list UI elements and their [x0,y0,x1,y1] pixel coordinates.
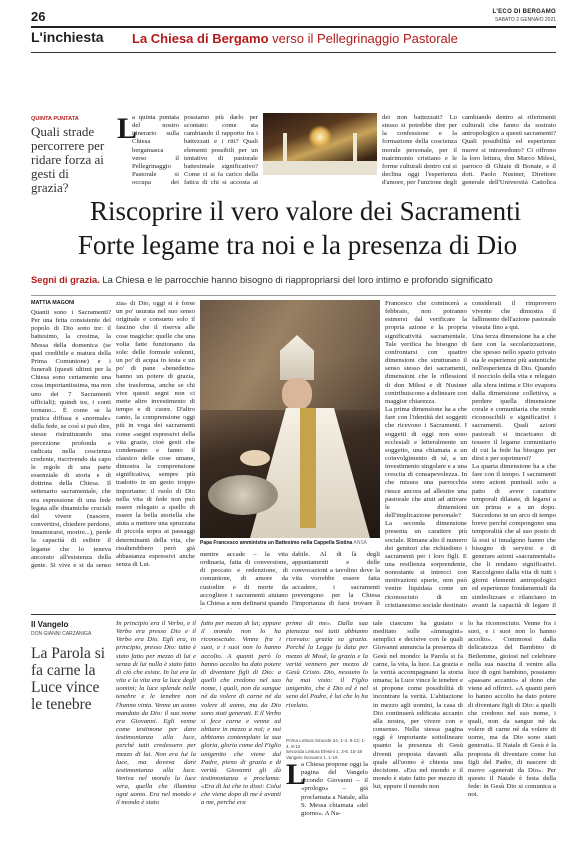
sidebar-question: Quali strade percorrere per ridare forza ai gesti di grazia? [31,124,105,195]
vangelo-col-2 [201,620,281,844]
subhead-text: La Chiesa e le parrocchie hanno bisogno di riappropriarsi del loro intimo e profondo significato [102,274,493,285]
vangelo-col-3 [286,620,368,735]
vangelo-text-5: lo ha riconosciuto. Venne fra i suoi, e i suoi non lo hanno accolto». Commossi dalla delicatezza del Bambino di Betlemme, gioiosi nel celebrare nella sua nascita il venire alla luce di ogni bambino, possiamo «passare accanto» al dono che viene ad offrirci. «A quanti però lo hanno accolto ha dato potere di diventare figli di Dio: a quelli che credono nel suo nome, i quali, non da sangue né da volere di carne né da volere di uomo, ma da Dio sono stati generati». Il Natale di Gesù è la proposta di diventare come lui figli del Padre, di nascere di nuovo «generati da Dio». Per questo il Natale è festa della fede: in Gesù Dio si comunica a noi. [468,620,556,799]
section-label [31,29,131,49]
caption-credit: ANSA [353,540,368,546]
intro-col-1 [117,114,179,186]
monstrance-glow [308,125,332,149]
section-kicker [132,31,458,46]
intro-col-2 [184,114,258,186]
article-text-6: considerati il rimprovero vivente che dimostra il fallimento dell'azione pastorale vissuta fino a qui. Una terza dimensione ha a che fare con la secolarizzazione, che spesso nello spazio privato sia le esperienze più autentiche nell'esperienza di Dio. Quando il nocciolo della vita e relegato alla sfera intima e Dio evapora dalla dimensione collettiva, a perdere quella dimensione corale e comunitaria che rende riconoscibili e significativi i sacramenti. Quali azioni pastorali si incaricano di tessere il legame comunitario di cui la fede ha bisogno per dirsi e per esprimersi? La quarta dimensione ha a che fare con il tempo. I sacramenti sono azioni puntuali solo a patto di avere carattere temporali dilatate, di legarsi a un prima e a un dopo. Succedono in un arco di tempo breve perché compongono una temporalità che al suo posto di là essi si innalgono hanno che bisogno di servirsi e di generare azioni «sacramentali» che li rendano significativi. Raccolgono dalla vita di tutti i giorni elementi antropologici ed esperienze fondamentali da simbolizzare e rilanciano in avanti la capacità di legare il [472,300,556,609]
article-text-1: Quanti sono i Sacramenti? Per una fetta consistente del popolo di Dio sono tre: il battesimo, la cresima, la Messa della domenica (se quel credibile e matura della Prima Comunione) e i funerali (questi ultimi per la Chiesa sono certamente una cosa importantissima, ma non uno dei 7 Sacramenti ufficiali); quindi tre, i conti tornano... È come se la pratica diffusa e «normale» della fede, se così si può dire, stesse ristrutturando una percezione profonda e radicata nella coscienza credente, riscrivendo da capo le regole di una parte essenziale di storia e di dottrina della Chiesa. Il settenario sacramentale, che era espressione di una fede legata alle dinamiche cruciali del vivere (nascere, convertirsi, chiedere perdono, innamorarsi, morire...), perde la capacità di esibire il legame che lo teneva ancorato all'esistenza della gente. Si vive e si da senso [31,309,111,569]
vangelo-col-4 [373,620,463,844]
vangelo-col-3b [286,758,368,841]
candle-right [353,133,357,163]
vangelo-label: Il Vangelo [31,620,69,629]
vangelo-rule [31,614,556,615]
article-col-5 [385,300,467,609]
intro-text-2: possiamo più darlo per scontato: come sta cambiando il rapporto fra i battezzati e i riti? Quali elementi possibili per un tentativo di pastorale battesimale significativo? Come ci si fa carico della fatica di chi si accosta ai [184,114,258,186]
face [282,378,312,410]
header-bottom-rule [31,52,556,53]
photo-caption [200,540,380,546]
caption-text: Papa Francesco amministra un Battesimo nella Cappella Sistina [200,540,353,546]
intro-text-4: cambiando dentro ai riferimenti culturali che fanno da sostrato antropologico a questi sacramenti? Quali possibilità ed esperienze nuove si intravedono? Ci offrono la loro lettura, don Marco Milesi, parroco di Ghiaie di Bonate, e il dott. Paolo Nusiner, Direttore generale dell'Università Cattolica [462,114,556,186]
vangelo-text-2: fatto per mezzo di lui; eppure il mondo non lo ha riconosciuto. Venne fra i suoi, e i suoi non lo hanno accolto. A quanti però lo hanno accolto ha dato potere di diventare figli di Dio: a quelli che credono nel suo nome, i quali, non da sangue né da volere di carne né da volere di uomo, ma da Dio sono stati generati. E il Verbo si fece carne e venne ad abitare in mezzo a noi; e noi abbiamo contemplato la sua gloria, gloria come del Figlio unigenito che viene dal Padre, pieno di grazia e di verità. Giovanni gli dà testimonianza e proclama: «Era di lui che io dissi: Colui che viene dopo di me è avanti a me, perché era [201,620,281,807]
vangelo-dropcap: L [286,758,307,791]
candle-left [283,133,287,163]
shell-hand [240,450,270,466]
sidebar-label: QUINTA PUNTATA [31,116,79,122]
article-col-1 [31,309,111,569]
vangelo-col-5 [468,620,556,844]
headline-line-2: Forte legame tra noi e la presenza di Dio [77,230,518,260]
altar-cloth [263,161,377,175]
article-text-5: Francesco che comincerà a febbraio, non potranno esimersi dal verificare la propria azione e la propria significatività sacramentale. Tale verifica ha bisogno di confrontarsi con quattro dimensioni che strutturano il senso stesso dei sacramenti, dimensioni che le riflessioni di don Milesi e di Nusiner contribuiscono a delineare con maggior chiarezza. La prima dimensione ha a che fare con l'identità dei soggetti che ricevono i Sacramenti. I soggetti di oggi non sono ecclesiali e letteralmente un soggetto, una chiamata a un coinvolgimento di sé, a un investimento singolare e a una crescita di consapevolezza. In che misura una parrocchia riesce ancora ad allestire una pastorale che aiuti ad attivare le dimensioni dell'implicazione personale? La seconda dimensione presenta un carattere più sociale. Rimane alto il numero dei genitori che richiedono i sacramenti per i loro figli. E una resilienza sorprendente, nonostante si intrecci con motivazioni spurie, non può venire liquidata come un riconosciuto di un cristianesimo sociale destinato [385,300,467,609]
intro-dropcap: L [117,112,138,145]
kicker-bold: La Chiesa di Bergamo [132,31,269,46]
subhead-rule [31,295,556,296]
header-top-rule [31,26,556,28]
vangelo-col-1 [116,620,196,844]
subhead-lead: Segni di grazia. [31,274,100,285]
page-number: 26 [31,9,46,24]
article-text-3: mentre accade – la vita ordinaria, fatta di conversione, di peccato e redenzione, di comunione, di amore da custodire e di morte da accogliere i sacramenti aiutano la Chiesa a non definarsi quando [200,551,288,607]
issue-date: SABATO 2 GENNAIO 2021 [495,17,556,23]
section-name: L'inchiesta [31,29,104,45]
vangelo-text-1: In principio era il Verbo, e il Verbo era presso Dio e il Verbo era Dio. Egli era, in principio, presso Dio: tutto è stato fatto per mezzo di lui e senza di lui nulla è stato fatto di ciò che esiste. In lui era la vita e la vita era la luce degli uomini; la luce splende nelle tenebre e le tenebre non l'hanno vinta. Venne un uomo mandato da Dio: il suo nome era Giovanni. Egli venne come testimone per dare testimonianza alla luce, perché tutti credessero per mezzo di lui. Non era lui la luce, ma doveva dare testimonianza alla luce. Veniva nel mondo la luce vera, quella che illumina ogni uomo. Era nel mondo e il mondo è stato [116,620,196,807]
stole [300,408,316,528]
vangelo-text-3: prima di me». Dalla sua pienezza noi tutti abbiamo ricevuto: grazia su grazia. Perché la Legge fu data per mezzo di Mosè, la grazia e la verità vennero per mezzo di Gesù Cristo. Dio, nessuno lo ha mai visto: il Figlio unigenito, che è Dio ed è nel seno del Padre, è lui che lo ha rivelato. [286,620,368,709]
intro-text-1: a quinta puntata del nostro itinerario sulla Chiesa bergamasca verso il Pellegrinaggio Pastorale si occupa dei [132,114,179,186]
intro-col-4 [462,114,556,186]
readings: Prima Lettura Siracide 24, 1-4. 8-12; 1-4. 8-12 Seconda Lettura Efesini 1, 3-6. 15-18 Vangelo Giovanni 1, 1-18 [286,738,366,760]
pope-baptism-photo [200,300,380,538]
vangelo-text-4: tale ciascuno ha gustato e meditato sulle «immagini» semplici e decisive con le quali Giovanni annuncia la presenza di Gesù nel mondo: la Parola si fa carne, la vita, la luce. La grazia e la verità accompagnano la storia umana; la Luce vince le tenebre e si propone come possibilità di incontrare la verità. L'abitazione in mezzo agli uomini, la casa di Dio continuerà edificata accanto alla nostra, per vivere con e consenso. Nella stessa pagina oggi è importante sottolineare quanto la presenza di Gesù diventi proposta davanti alla quale all'uomo è chiesta una decisione. «Era nel mondo e il mondo è stato fatto per mezzo di lui; eppure il mondo non [373,620,463,791]
article-col-2 [116,300,195,569]
article-text-4: dabile. Al di là degli appuntamenti e delle convocazioni a tavolino dove la vita vorrebbe essere fatta accadere, i sacramenti prevengono per la Chiesa l'importanza di farsi trovare lì [292,551,380,607]
vangelo-author: DON GIANNI CARZANIGA [31,631,92,637]
kicker-rest: verso il Pellegrinaggio Pastorale [272,31,458,46]
intro-col-3 [382,114,457,186]
intro-text-3: dei non battezzati? Lo stesso si potrebbe dire per la confessione e la formazione della coscienza morale personale, per il matrimonio cristiano e le forme culturali dentro cui si declina oggi l'esperienza d'amore, per l'unzione degli [382,114,457,186]
article-col-6 [472,300,556,609]
vangelo-title: La Parola si fa carne la Luce vince le tenebre [31,645,106,713]
intro-photo [263,113,377,175]
vangelo-text-3b: a Chiesa propone oggi la pagina del Vangelo secondo Giovanni – il «prologo» – già proclamata a Natale, alla S. Messa chiamata «del giorno». A Na- [301,761,368,817]
byline: MATTIA MAGONI [31,300,75,306]
article-col-3 [200,551,288,609]
headline-line-1: Riscoprire il vero valore dei Sacramenti [90,196,522,226]
masthead: L'ECO DI BERGAMO [492,9,556,15]
baptismal-font [208,475,278,515]
article-text-2: zia» di Dio, oggi si è forse un po' usurata nel suo senso originale e consueto solo il fascino che il riserva alle cose magiche: quelle che una volta fatte funzionano da sole: delle formule solenni, un po' di acqua in testa e un po' di pane «benedetto» hanno un potere di grazia, che trasforma, anche se chi vive questi segni non ci mette altro investimento di tempo e di cuore. D'altro canto, la comprensione oggi più in voga dei sacramenti come «segni espressivi della vita grazie, cioè gesti che condensano e fanno il classico delle cose umane, dimostra la comprensione significativa, sempre più tradotto in un gesto troppo importante: il ruolo di Dio nella vita di fede non può essere relegato a quello di essere la bella storiella che aiuta a mettere una spruzzata di piccola sopra ai passaggi determinanti della vita, che risulterebbero però già abbastanza espressivi anche senza di Lui. [116,300,195,568]
subhead [31,274,556,285]
article-col-4 [292,551,380,609]
